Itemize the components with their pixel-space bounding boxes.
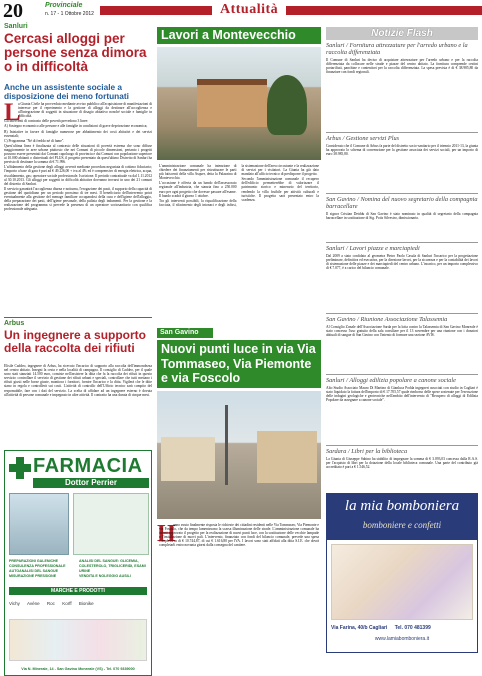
divider bbox=[326, 242, 478, 243]
article-kicker: San Gavino bbox=[160, 329, 199, 336]
article-kicker: Sanluri bbox=[4, 23, 28, 30]
service-item: MISURAZIONE PRESSIONE bbox=[9, 574, 57, 578]
flash-item-body: Considerato che il Comune di Arbus fa parte del distretto socio-sanitario per il triennio 2011-13, la giunta ha approvato lo schema di convenzione per la gestione associata dei servizi sociali, per un importo di euro 38.985,80. bbox=[326, 144, 478, 157]
paragraph: a Giunta Civile ha provveduto mediante avviso pubblico all'acquisizione di manifestazioni di interesse per il reperimento e la gestione di alloggi da destinare all'accoglienza e all'integrazione di soggetti in situazione di disagio abitativo nonché sociale e famiglie in difficoltà. bbox=[18, 102, 152, 119]
farmacia-services-right bbox=[79, 559, 149, 579]
article-title: Nuovi punti luce in via Via Tommaseo, Via Piemonte e via Foscolo bbox=[161, 342, 316, 385]
flash-item bbox=[326, 316, 478, 372]
paragraph: Tra gli interventi possibili, la riqualificazione della facciata, il rifacimento degli intonaci e degli infissi, la sistemazione dell'area circostante e la realizzazione di servizi per i visitatori. La Giunta ha già dato mandato all'ufficio tecnico di predisporre il progetto. bbox=[159, 164, 319, 207]
flash-item-head: San Gavino / Riunione Associazione Talassemia bbox=[326, 316, 448, 323]
brand-item: Korff bbox=[62, 601, 72, 606]
brand-item: Bionike bbox=[78, 601, 94, 606]
bomboniera-photo bbox=[331, 544, 473, 620]
farmacia-owner: Dottor Perrier bbox=[64, 478, 117, 487]
farmacia-photo-caption bbox=[73, 493, 149, 555]
bomboniera-name: la mia bomboniera bbox=[344, 498, 460, 514]
paragraph: B) Iniziative in favore di famiglie numerose per abbattimento dei costi abitativi e dei servizi essenziali; bbox=[4, 129, 152, 138]
sangavino-title-block bbox=[157, 340, 321, 388]
lamp-post-shape bbox=[225, 405, 228, 485]
brand-item: Vichy bbox=[9, 601, 20, 606]
article-dropcap: L bbox=[4, 99, 21, 126]
street-photo bbox=[157, 391, 321, 519]
farmacia-owner-band bbox=[33, 478, 149, 488]
brand-item: Roc bbox=[46, 601, 55, 606]
address-text: Via Farina, 40/b Cagliari bbox=[331, 625, 388, 631]
service-item: CONSULENZA PROFESSIONALE bbox=[9, 564, 66, 568]
service-item: AUTOANALISI DEL SANGUE bbox=[9, 569, 58, 573]
bomboniera-ad bbox=[326, 493, 478, 653]
paper-name: Provinciale bbox=[45, 2, 83, 9]
article-body: anno avuto finalmente risposta le richieste dei cittadini residenti nelle Via Tommaseo, Via Piemonte e via Foscolo, che da tempo lamentavano la scarsa illuminazione delle strade. L'amministrazione comunale ha infatti approvato il progetto per la realizzazione di nuovi punti luce, con la sostituzione delle vecchie lampade e l'installazione di nuovi pali. L'intervento, finanziato con fondi del bilancio comunale, prevede una spesa complessiva di € 10.744,87, di cui € 1.616,80 per IVA. I lavori sono stati affidati alla ditta S.I.E. che dovrà completarli entro novanta giorni dalla consegna del cantiere. bbox=[159, 523, 319, 548]
paragraph: L'occasione è offerta da un bando dell'assessorato regionale all'industria, che stanzia fino a 250.000 euro per ogni progetto che dovesse passare all'esame. Il bando scadrà il giorno 1 ottobre. bbox=[159, 181, 237, 198]
farmacia-services-left bbox=[9, 559, 75, 579]
paragraph: Gli interventi di contrasto delle povertà prevedono 3 linee: bbox=[4, 119, 89, 124]
montevecchio-photo bbox=[157, 47, 321, 160]
flash-item-head: Arbus / Gestione servizi Plus bbox=[326, 135, 400, 142]
service-item: ANALISI DEL SANGUE: GLICEMIA, COLESTEROLO, TRIGLICERIDI, ESAMI URINE bbox=[79, 559, 146, 573]
house-shape bbox=[161, 437, 215, 481]
phone-text: Tel. 070 481399 bbox=[394, 625, 431, 631]
divider bbox=[326, 445, 478, 446]
divider bbox=[326, 193, 478, 194]
article-title: Un ingegnere a supporto della raccolta dei rifiuti bbox=[4, 328, 147, 355]
cross-icon bbox=[9, 457, 31, 479]
article-title: Cercasi alloggi per persone senza dimora o in difficoltà bbox=[4, 31, 147, 74]
flash-item-head: Sanluri / Lavori piazze e marciapiedi bbox=[326, 245, 420, 252]
article-body bbox=[4, 99, 152, 314]
article-dropcap: H bbox=[157, 521, 176, 547]
flash-item-head: San Gavino / Nomina del nuovo segretario della compagnia barracellare bbox=[326, 196, 478, 210]
page-header bbox=[0, 0, 482, 22]
sangavino-kicker-band bbox=[157, 328, 213, 338]
farmacia-brands-band bbox=[9, 587, 147, 595]
tree-shape bbox=[267, 75, 307, 135]
section-title: Attualità bbox=[212, 0, 286, 20]
paragraph: Il servizio garantirà l'accoglienza diurna e notturna, l'erogazione dei pasti, il supporto della capacità di gestione del quotidiano per un periodo prossimo di tre mesi. Il beneficiario dell'intervento potrà eventualmente alla gestione del menage familiare occupandosi della cura e dell'igiene dell'alloggio, della preparazione dei pasti, dell'igiene personale, della pulizia degli indumenti. Per la gestione e la realizzazione del programma si prevede la presenza di un operatore sociosanitario con qualifica professionale adeguata. bbox=[4, 186, 152, 212]
article-body: Elisile Caddeo, ingegnere di Arbus, ha ricevuto l'incarico di supporto alla raccolta dell'immondezza nel centro abitato. Insegni la cesta e nella località di campagna. Il consiglio di Caddeo, per il quale sono stati stanziati 14.500 euro, consiste nell'assistere la ditta che fa la raccolta dei rifiuti in questo servizio: controllare il servizio di gestione dei rifiuti urbani e speciali, controllare che tutti mettano i rifiuti giusti nelle borse giuste, monitora i fornitori, fornire l'incarico e la ditta. Vigilerà che le ditte siano in regola e controllerà sui costi. L'attività di controllo dell'Ufficio tecnico sarà compito del responsabile, fare con i dati del servizio. La scelta di affidare ad un ingegnere esterno è dovuta all'attività di persone comunale e impegnato in altre attività. Il contratto ha una durata di cinque mesi. bbox=[4, 364, 152, 397]
banner-title: Notizie Flash bbox=[371, 28, 433, 39]
flash-item bbox=[326, 448, 478, 488]
paragraph: A) Sostegno economico alle persone e alle famiglie in condizioni di grave deprivazione economica; bbox=[4, 124, 148, 129]
paragraph: Quest'ultima linea è finalizzata al contrasto delle situazioni di povertà estrema che sono diffuse maggiormente in aree urbane piuttosto che nei Comuni di piccole dimensioni, pertanto i progetti possono essere presentati dai Comuni capoluogo di provincia e dai Comuni con popolazione superiore ai 10.000 abitanti o distrettuali del PLUS, il progetto presentato da quest'ultimo Distretto di Sanluri ha previsto di destinare la somma di € 71.996. bbox=[4, 143, 152, 165]
paragraph: Secondo l'amministrazione comunale il recupero dell'edificio permetterebbe di valorizzare il patrimonio storico e minerario del territorio, rendendo la villa fruibile per attività culturali e turistiche. Il progetto sarà presentato entro la scadenza. bbox=[241, 177, 319, 202]
bomboniera-tagline: bomboniere e confetti bbox=[362, 520, 442, 530]
paragraph: C) Programma "Né di freddo né di fame". bbox=[4, 138, 65, 143]
bomboniera-address bbox=[331, 624, 473, 633]
article-kicker: Arbus bbox=[4, 320, 25, 327]
farmacia-address: Via N. Minerale, 14 - San Gavino Monreale (VS) - Tel. 070 9339000 bbox=[21, 667, 135, 671]
house-shape bbox=[257, 431, 317, 483]
flash-item-body: Il signor Cristian Deiddu di San Gavino è stato nominato in qualità di segretario della compagnia barracellare in sostituzione di Sig. Potis Silvestro, dimissionario. bbox=[326, 212, 478, 221]
center-column bbox=[157, 23, 321, 657]
header-rule bbox=[100, 6, 482, 15]
bomboniera-site[interactable]: www.lamiabomboniera.it bbox=[374, 636, 430, 642]
brand-item: Avène bbox=[26, 601, 40, 606]
brands-list bbox=[9, 599, 147, 608]
divider bbox=[326, 374, 478, 375]
flash-item-head: Sardara / Libri per la biblioteca bbox=[326, 448, 408, 455]
divider bbox=[326, 313, 478, 314]
article-title: Lavori a Montevecchio bbox=[161, 28, 296, 42]
divider bbox=[326, 132, 478, 133]
flash-item-head: Sanluri / Fornitura attrezzature per l'arredo urbano e la raccolta differenziata bbox=[326, 42, 468, 56]
building-shape bbox=[197, 79, 267, 127]
flash-item-body: Dal 2009 a stato confidato al geometra Pietro Paolo Casula di Sanluri l'incarico per la progettazione preliminare, definitiva ed esecutiva, per la direzione lavori, per la sicurezza e per la contabilità dei lavori di sistemazione delle piazze e dei marciapiedi del centro urbano. L'incarico, per un importo complessivo di € 7.077, è a carico del bilancio comunale. bbox=[326, 254, 478, 271]
article-body bbox=[159, 164, 319, 324]
issue-info: n. 17 - 1 Ottobre 2012 bbox=[45, 11, 94, 17]
flash-item-body: Il Comune di Sanluri ha deciso di acquistare attrezzature per l'arredo urbano e per la raccolta differenziata da collocare nelle strade e piazze del centro abitato. La fornitura comprende cestini portarifiuti, panchine e contenitori per la raccolta differenziata. La spesa prevista è di € 38.985,80 da finanziare con fondi regionali. bbox=[326, 58, 478, 75]
farmacia-ad bbox=[4, 450, 152, 676]
paper-logo bbox=[33, 2, 103, 20]
center-title-band bbox=[157, 27, 321, 44]
flash-item-body: Alto Studio Associato Mauro Di Martino di Gianluca Podda ingegneri associati con studio in Cagliari è stato liquidato la fattura dell'importo di € 17.705,57 quale rimborso delle spese sostenute per l'esecuzione delle indagini geologiche e geotecniche nell'ambito dell'intervento di "Recupero di alloggi di Edilizia Popolare da assegnare a canone sociale". bbox=[326, 386, 478, 403]
divider bbox=[4, 317, 152, 318]
flash-item bbox=[326, 245, 478, 311]
flash-item bbox=[326, 42, 478, 130]
paragraph: L'affidamento della gestione degli alloggi avverrà mediante procedura negoziata di cottimo fiduciario; l'importo a base di gara è pari ad € 49.226,00 + iva al 4% ed è comprensivo di energia elettrica, acqua, riscaldamento, gas; operatore sociale professionale. Iscrizione. Il periodo contrattuale va dal 1.11.2012 al 30.10.2013. Gli alloggi per soggetti in difficoltà abitativa dovranno trovarsi in uno dei 21 comuni del distretto di Sanluri. bbox=[4, 165, 152, 186]
farmacia-title: FARMACIA bbox=[33, 455, 143, 477]
left-column bbox=[4, 23, 152, 671]
brands-heading: MARCHE E PRODOTTI bbox=[51, 588, 105, 594]
service-item: PREPARAZIONI GALENICHE bbox=[9, 559, 59, 563]
farmacia-photo bbox=[9, 493, 69, 555]
flash-list bbox=[326, 42, 478, 488]
page-number: 20 bbox=[3, 0, 23, 22]
notizie-flash-banner bbox=[326, 27, 478, 40]
flash-item bbox=[326, 196, 478, 240]
flash-item-body: Al Consiglio Zonale dell'Associazione Sarda per la lotta contro la Talassemia di San Gavino Monreale è stato concesso l'uso gratuito della sala consiliare per il 13 novembre per una riunione con i donatori abituali di sangue di San Gavino con l'intento di formare una sezione AVIS. bbox=[326, 325, 478, 338]
service-item: VENDITA E NOLEGGIO AUSILI bbox=[79, 574, 131, 578]
bomboniera-header bbox=[327, 494, 477, 540]
paragraph: L'amministrazione comunale ha intenzione di chiedere dei finanziamenti per ristrutturare le parti più fatiscenti della villa Asquer, detta la Palazzina di Montevecchio. bbox=[159, 164, 237, 181]
flash-item bbox=[326, 377, 478, 443]
right-column bbox=[326, 23, 478, 657]
farmacia-products-strip bbox=[9, 619, 147, 661]
flash-item-head: Sanluri / Alloggi edilizia popolare a canone sociale bbox=[326, 377, 456, 384]
flash-item bbox=[326, 135, 478, 191]
article-subtitle: Anche un assistente sociale a disposizione dei meno fortunati bbox=[4, 82, 129, 101]
flash-item-body: La Giunta di Giuseppe Sabino ha stabilito di impegnare la somma di € 3.093,03 concessa dalla R.A.S. per l'acquisto di libri per la dotazione della locale biblioteca comunale. Una parte del contributo già accreditato è pari a € 1.546,52. bbox=[326, 457, 478, 470]
